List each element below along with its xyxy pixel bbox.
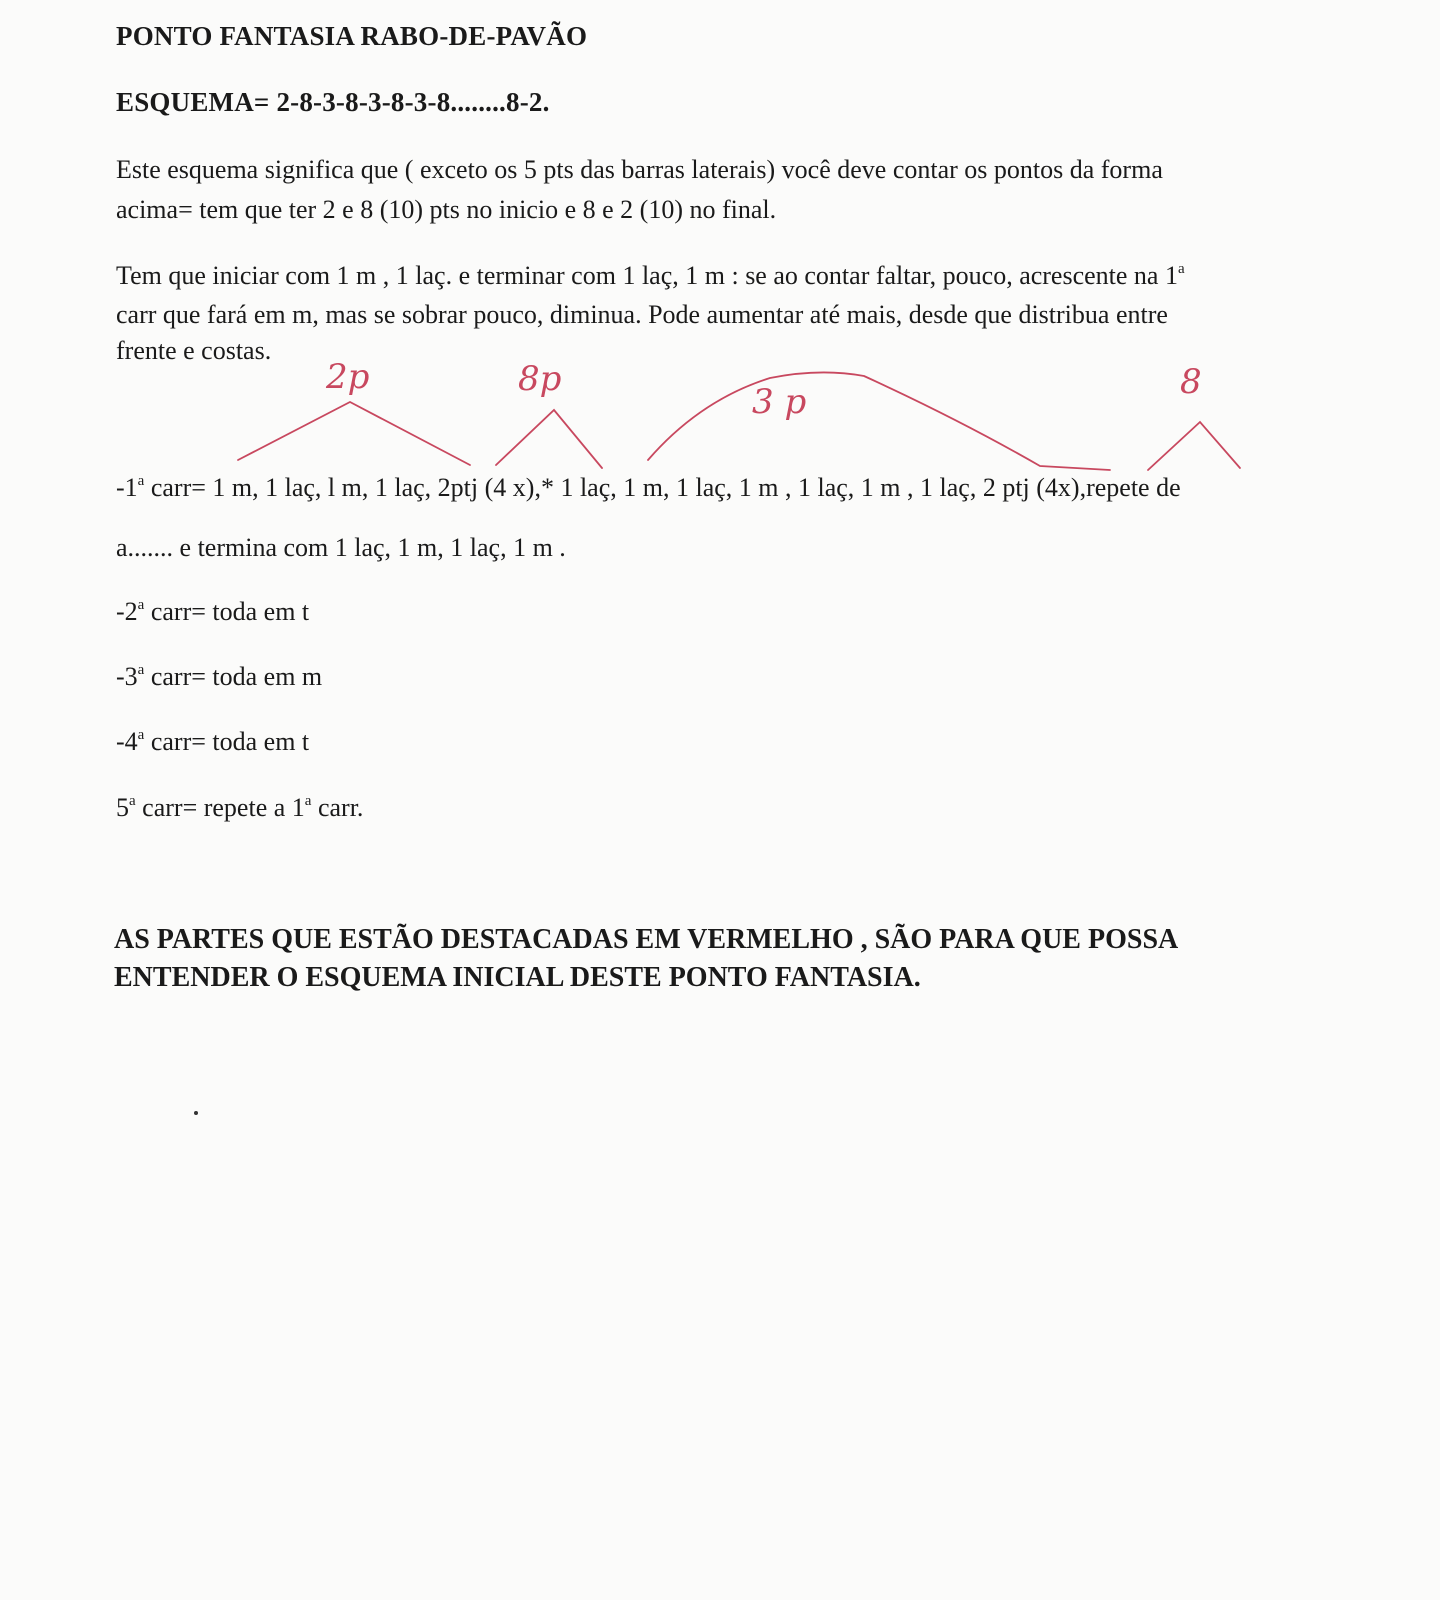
row1-line2: a....... e termina com 1 laç, 1 m, 1 laç, 1 m . [116, 533, 566, 562]
annotation-label-3p: 3 p [752, 382, 807, 422]
row5: 5$^a$ carr= repete a 1$^a$ carr. [116, 793, 364, 822]
bracket-8p [496, 410, 602, 468]
paragraph2-line1: Tem que iniciar com 1 m , 1 laç. e terminar com 1 laç, 1 m : se ao contar faltar, pouco, acrescente na 1$^a$ [116, 261, 1185, 290]
paragraph2-line3: frente e costas. [116, 336, 272, 365]
row4: -4$^a$ carr= toda em t [116, 727, 310, 756]
paragraph1-line1: Este esquema significa que ( exceto os 5 pts das barras laterais) você deve contar os pontos da forma [116, 155, 1163, 184]
warning-line2: ENTENDER O ESQUEMA INICIAL DESTE PONTO FANTASIA. [114, 962, 921, 993]
bracket-8 [1148, 422, 1240, 470]
row2: -2$^a$ carr= toda em t [116, 597, 310, 626]
row3: -3$^a$ carr= toda em m [116, 662, 323, 691]
stray-dot-mark [194, 1111, 198, 1115]
annotation-strokes [238, 372, 1240, 470]
annotation-label-8: 8 [1180, 362, 1202, 402]
bracket-3p [648, 372, 1110, 470]
warning-line1: AS PARTES QUE ESTÃO DESTACADAS EM VERMELHO , SÃO PARA QUE POSSA [114, 924, 1179, 955]
row1-line1: -1$^a$ carr= 1 m, 1 laç, l m, 1 laç, 2ptj (4 x),* 1 laç, 1 m, 1 laç, 1 m , 1 laç, 1 m , 1 laç, 2 ptj (4x),repete de [116, 473, 1181, 502]
paragraph2-line2: carr que fará em m, mas se sobrar pouco, diminua. Pode aumentar até mais, desde que distribua entre [116, 300, 1168, 329]
paragraph1-line2: acima= tem que ter 2 e 8 (10) pts no inicio e 8 e 2 (10) no final. [116, 195, 777, 224]
bracket-2p [238, 402, 470, 465]
annotation-label-8p: 8p [518, 359, 562, 399]
document-title: PONTO FANTASIA RABO-DE-PAVÃO [116, 21, 588, 51]
scheme-line: ESQUEMA= 2-8-3-8-3-8-3-8........8-2. [116, 87, 550, 117]
annotation-label-2p: 2p [326, 357, 370, 397]
